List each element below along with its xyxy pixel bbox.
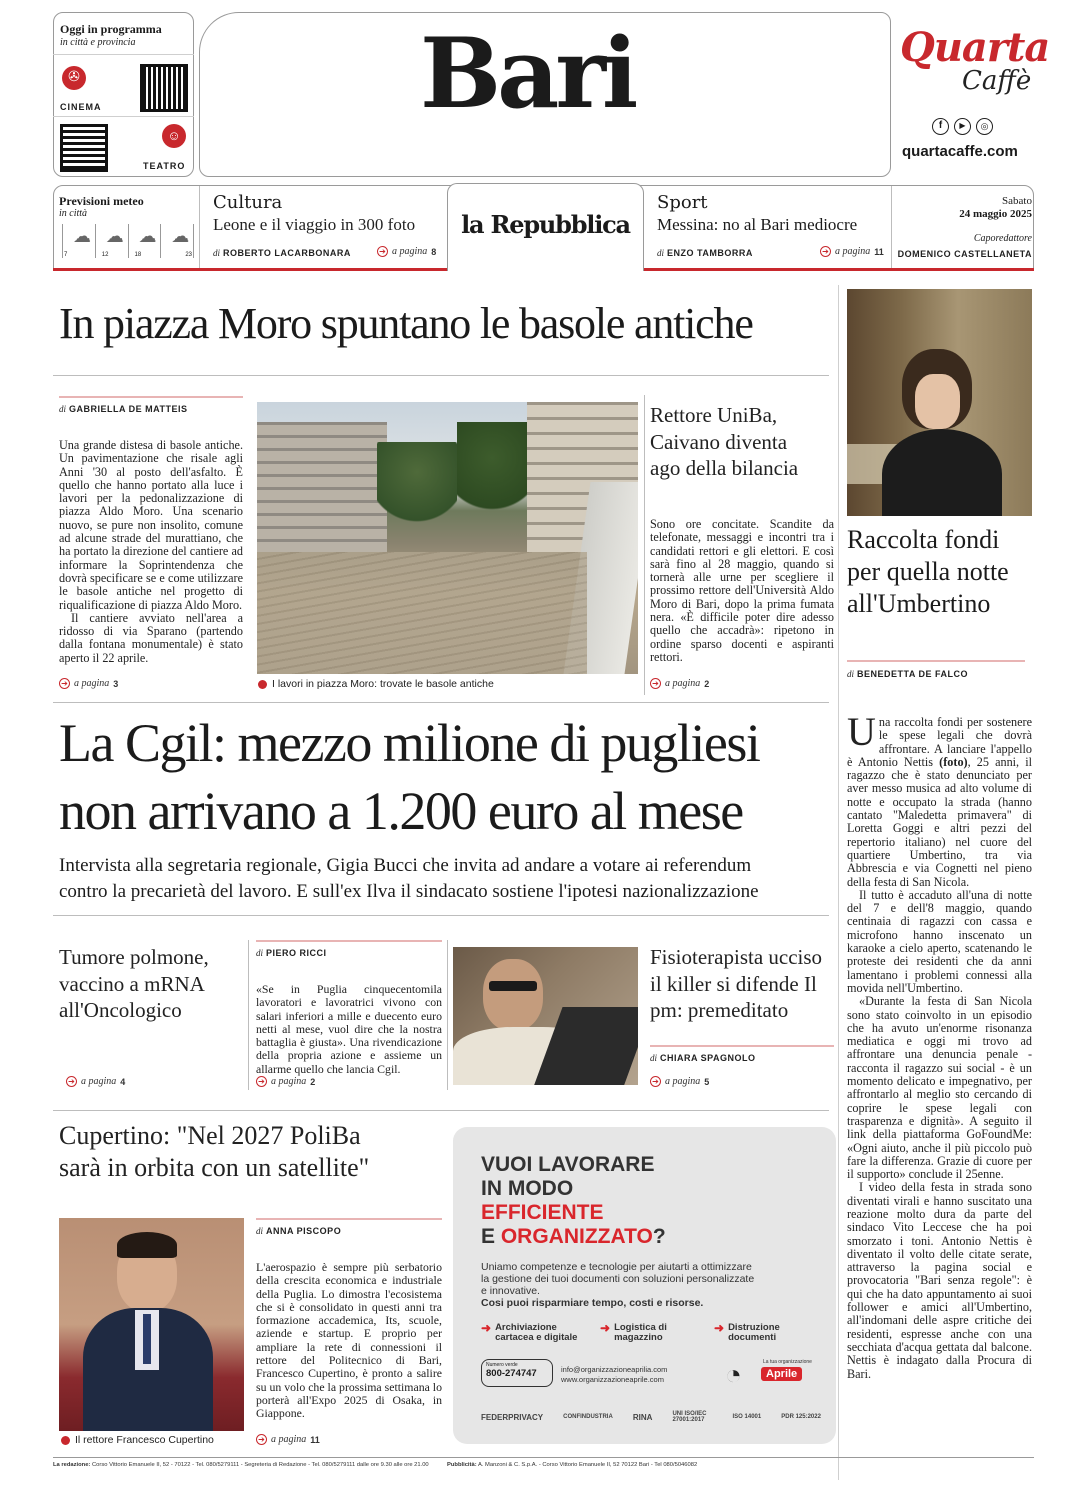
ad-text-2: Cosi puoi risparmiare tempo, costi e risorse. [481, 1297, 704, 1309]
arrow-right-icon: ➔ [256, 1076, 267, 1087]
meteo-slot: ☁ 18 [128, 224, 161, 258]
edition-role: Caporedattore [973, 233, 1032, 244]
cupertino-photo[interactable] [59, 1218, 244, 1431]
ad-web[interactable]: www.organizzazioneaprile.com [561, 1375, 664, 1384]
cgil-body: «Se in Puglia cinquecentomila lavoratori e lavoratrici vivono con salari inferiori a mille e duecento euro netti al mese, vuol dire che la nostra battaglia è giusta». Una rivendicazione della propria azione e assieme un allarme quello che lancia Cgil. [256, 982, 442, 1076]
poliba-headline[interactable]: Cupertino: "Nel 2027 PoliBa sarà in orbita con un satellite" [59, 1121, 370, 1182]
edition-date: 24 maggio 2025 [959, 208, 1032, 220]
cinema-icon[interactable]: ✇ [62, 66, 86, 90]
cgil-sub-1: Intervista alla segretaria regionale, Gigia Bucci che invita ad andare a votare ai referendum [59, 855, 752, 876]
aprile-logo-mark: ◔ [725, 1359, 742, 1390]
rettore-body: Sono ore concitate. Scandite da telefonate, messaggi e incontri tra i candidati rettori e gli elettori. E così sarà fino al 28 maggio, quando si tornerà alle urne per scegliere il prossimo rettore dell'Università Aldo Moro di Bari, dopo la prima fumata nera. «È difficile poter dire adesso quello che accadrà»: ripetono in ordine sparso docenti e aspiranti rettori. [650, 517, 834, 664]
ad-service: ➜ Archiviazione cartacea e digitale [481, 1321, 578, 1343]
facebook-icon[interactable]: f [932, 118, 949, 135]
arrow-right-icon: ➔ [66, 1076, 77, 1087]
cinema-qr-icon[interactable] [140, 64, 188, 112]
arrow-right-icon: ➔ [59, 678, 70, 689]
programma-title: Oggi in programma [60, 22, 162, 36]
arrow-right-icon: ➔ [650, 678, 661, 689]
arrow-right-icon: ➔ [256, 1434, 267, 1445]
sport-ref[interactable]: ➔ a pagina 11 [820, 246, 884, 257]
social-icons [932, 118, 993, 135]
quarta-brand: Quarta [900, 24, 1050, 71]
teatro-label[interactable]: TEATRO [143, 161, 186, 171]
ad-phone-box[interactable]: Numero verde 800-274747 [481, 1359, 553, 1387]
cgil-headline-2[interactable]: non arrivano a 1.200 euro al mese [59, 781, 743, 841]
ad-service: ➜ Logistica di magazzino [600, 1321, 667, 1343]
story1-headline[interactable]: In piazza Moro spuntano le basole antiche [59, 299, 753, 348]
ad-service: ➜ Distruzione documenti [714, 1321, 780, 1343]
cupertino-caption: Il rettore Francesco Cupertino [61, 1434, 214, 1446]
cloud-icon: ☁ [73, 226, 91, 246]
umbertino-byline: di BENEDETTA DE FALCO [847, 669, 969, 679]
arrow-icon: ➜ [481, 1321, 492, 1335]
rettore-ref[interactable]: ➔ a pagina 2 [650, 678, 709, 689]
cultura-section[interactable]: Cultura [213, 192, 283, 213]
edition-editor: DOMENICO CASTELLANETA [897, 249, 1032, 259]
arrow-right-icon: ➔ [820, 246, 831, 257]
story1-body: Una grande distesa di basole antiche. Un pavimentazione che risale agli Anni '30 al posto dell'asfalto. È quello che hanno portato alla luce i lavori per la pedonalizzazione di piazza Aldo Moro. Una scenario nuovo, se pure non insolito, comune ad alcune strade del murattiano, che ha portato la direzione del cantiere ad informare la Soprintendenza che dovrà specificare se e come utilizzare le basole antiche nel progetto di riqualificazione di piazza Aldo Moro. Il cantiere avviato nell'area a ridosso di via Sparano (partendo dalla fontana monumentale) è stato aperto il 22 aprile. [59, 438, 243, 665]
arrow-icon: ➜ [714, 1321, 725, 1335]
repubblica-logo[interactable]: la Repubblica [461, 210, 630, 239]
meteo-slot: ☁ 23 [160, 224, 194, 258]
arrow-right-icon: ➔ [650, 1076, 661, 1087]
poliba-ref[interactable]: ➔ a pagina 11 [256, 1434, 320, 1445]
story1-photo[interactable] [257, 402, 638, 674]
instagram-icon[interactable]: ◎ [976, 118, 993, 135]
cgil-byline: di PIERO RICCI [256, 948, 327, 958]
meteo-slot: ☁ 12 [95, 224, 128, 258]
teatro-qr-icon[interactable] [60, 124, 108, 172]
poliba-body: L'aerospazio è sempre più serbatorio della crescita economica e industriale della Puglia. Lo dimostra l'ecosistema che si è consolidato in questi anni tra formazione accademica, Its, scuole, aziende e startup. E proprio per ampliare la rete di connessioni il rettore del Politecnico di Bari, Francesco Cupertino, è pronto a salire su un volo che la prossima settimana lo porterà all'Expo 2025 di Osaka, in Giappone. [256, 1260, 442, 1421]
story1-caption: I lavori in piazza Moro: trovate le basole antiche [258, 678, 494, 690]
meteo-subtitle: in città [59, 208, 88, 219]
camera-icon [258, 680, 267, 689]
poliba-byline: di ANNA PISCOPO [256, 1226, 342, 1236]
ad-line-4: E ORGANIZZATO? [481, 1225, 666, 1248]
arrow-icon: ➜ [600, 1321, 611, 1335]
fisio-headline[interactable]: Fisioterapista ucciso il killer si difende Il pm: premeditato [650, 945, 823, 1022]
tumore-headline[interactable]: Tumore polmone, vaccino a mRNA all'Oncologico [59, 945, 209, 1022]
fisio-ref[interactable]: ➔ a pagina 5 [650, 1076, 709, 1087]
youtube-icon[interactable]: ▶ [954, 118, 971, 135]
cinema-label[interactable]: CINEMA [60, 102, 102, 112]
ad-email[interactable]: info@organizzazioneaprilia.com [561, 1365, 668, 1374]
umbertino-headline[interactable]: Raccolta fondi per quella notte all'Umbertino [847, 525, 1009, 618]
footer-pubblicita: Pubblicità: A. Manzoni & C. S.p.A. - Corso Vittorio Emanuele II, 52 70122 Bari - Tel 080/5046082 [447, 1462, 698, 1468]
masthead-title: Bari [420, 17, 635, 130]
sport-headline[interactable]: Messina: no al Bari mediocre [657, 215, 858, 234]
quarta-logo[interactable] [900, 24, 1050, 114]
camera-icon [61, 1436, 70, 1445]
cgil-headline-1[interactable]: La Cgil: mezzo milione di pugliesi [59, 713, 760, 773]
bucci-photo[interactable] [453, 947, 638, 1085]
cloud-icon: ☁ [138, 226, 157, 246]
meteo-strip [62, 224, 194, 258]
cloud-icon: ☁ [171, 226, 190, 246]
rettore-headline[interactable]: Rettore UniBa, Caivano diventa ago della bilancia [650, 403, 799, 480]
tumore-ref[interactable]: ➔ a pagina 4 [66, 1076, 125, 1087]
cultura-ref[interactable]: ➔ a pagina 8 [377, 246, 436, 257]
ad-line-2: IN MODO [481, 1177, 574, 1200]
quarta-brand-sub: Caffè [962, 66, 1032, 96]
ad-line-3: EFFICIENTE [481, 1201, 604, 1224]
cloud-icon: ☁ [105, 226, 124, 246]
cultura-byline: di ROBERTO LACARBONARA [213, 248, 351, 258]
meteo-slot: ☁ 7 [62, 224, 95, 258]
fisio-byline: di CHIARA SPAGNOLO [650, 1053, 756, 1063]
quarta-url[interactable]: quartacaffe.com [902, 143, 1018, 160]
sport-section[interactable]: Sport [657, 192, 708, 213]
ad-line-1: VUOI LAVORARE [481, 1153, 655, 1176]
ad-text: Uniamo competenze e tecnologie per aiutarti a ottimizzare la gestione dei tuoi documenti con soluzioni personalizzate e innovative. [481, 1261, 755, 1297]
edition-day: Sabato [1002, 195, 1032, 207]
meteo-title: Previsioni meteo [59, 194, 144, 208]
cultura-headline[interactable]: Leone e il viaggio in 300 foto [213, 215, 416, 234]
programma-subtitle: in città e provincia [60, 37, 136, 48]
cgil-sub-2: contro la precarietà del lavoro. E sull'ex Ilva il sindacato sostiene l'ipotesi nazionalizzazione [59, 881, 759, 902]
advertisement[interactable]: VUOI LAVORARE IN MODO EFFICIENTE E ORGANIZZATO? Uniamo competenze e tecnologie per aiutarti a ottimizzare la gestione dei tuoi documenti con soluzioni personalizzate e innovative. Cosi puoi risparmiare tempo, costi e risorse. ➜ Archiviazione cartacea e digitale ➜ Logistica di magazzino ➜ Distruzione documenti Numero verde 800-274747 info@organizzazioneaprilia.com www.organizzazioneaprile.com ◔ La tua organizzazione Aprile FEDERPRIVACY CONFINDUSTRIA RINA UNI ISO/IEC 27001:2017 ISO 14001 PDR 125:2022 [453, 1127, 836, 1444]
nettis-photo[interactable] [847, 289, 1032, 516]
aprile-logo[interactable]: ◔ La tua organizzazione Aprile [725, 1359, 812, 1390]
footer-redazione: La redazione: Corso Vittorio Emanuele II, 52 - 70122 - Tel. 080/5279111 - Segreteria di Redazione - Tel. 080/5279111 dalle ore 9.30 alle ore 21.00 [53, 1462, 429, 1468]
sport-byline: di ENZO TAMBORRA [657, 248, 753, 258]
umbertino-body: Una raccolta fondi per sostenere le spese legali che dovrà affrontare. A lanciare l'appello è Antonio Nettis (foto), 25 anni, il ragazzo che è stato denunciato per aver messo musica ad alto volume di notte e occupato la strada (hanno cantato "Maledetta primavera" di Loretta Goggi e altri pezzi del repertorio italiano) nel cuore del quartiere Umbertino, tra via Abbrescia e via Cognetti nel pieno della festa di San Nicola. Il tutto è accaduto all'una di notte del 7 e dell'8 maggio, quando centinaia di ragazzi con cassa e microfono hanno inscenato un karaoke a cielo aperto, scatenando le proteste dei residenti che da anni lamentano i problemi connessi alla movida nell'Umbertino. «Durante la festa di San Nicola sono stato coinvolto in un episodio che ha avuto un'enorme risonanza mediatica e oggi mi trovo ad affrontare una denuncia penale - racconta il ragazzo sui social - è un momento delicato e impegnativo, per affrontarlo al meglio sto cercando di coprire le spese legali con trasparenza e dignità». A seguito il link della piattaforma GoFoundMe: «Ogni aiuto, anche il più piccolo può fare la differenza. Grazie di cuore per il supporto» conclude il 25enne. I video della festa in strada sono diventati virali e hanno suscitato una reazione molto dura da parte del sindaco Vito Leccese che ha poi smorzato i toni. Antonio Nettis è diventato il volto delle citate serate, attraverso la pagina social e provocatoria "Bari senza regole": è qui che ha dato appuntamento ai suoi follower e amici all'Umbertino, all'indomani delle aspre critiche dei residenti, espresse anche con una secchiata d'acqua gettata dal balcone. Nettis è indagato dalla Procura di Bari. [847, 709, 1032, 1381]
cgil-ref[interactable]: ➔ a pagina 2 [256, 1076, 315, 1087]
story1-byline: di GABRIELLA DE MATTEIS [59, 404, 188, 414]
arrow-right-icon: ➔ [377, 246, 388, 257]
teatro-icon[interactable]: ☺ [162, 124, 186, 148]
story1-ref[interactable]: ➔ a pagina 3 [59, 678, 118, 689]
